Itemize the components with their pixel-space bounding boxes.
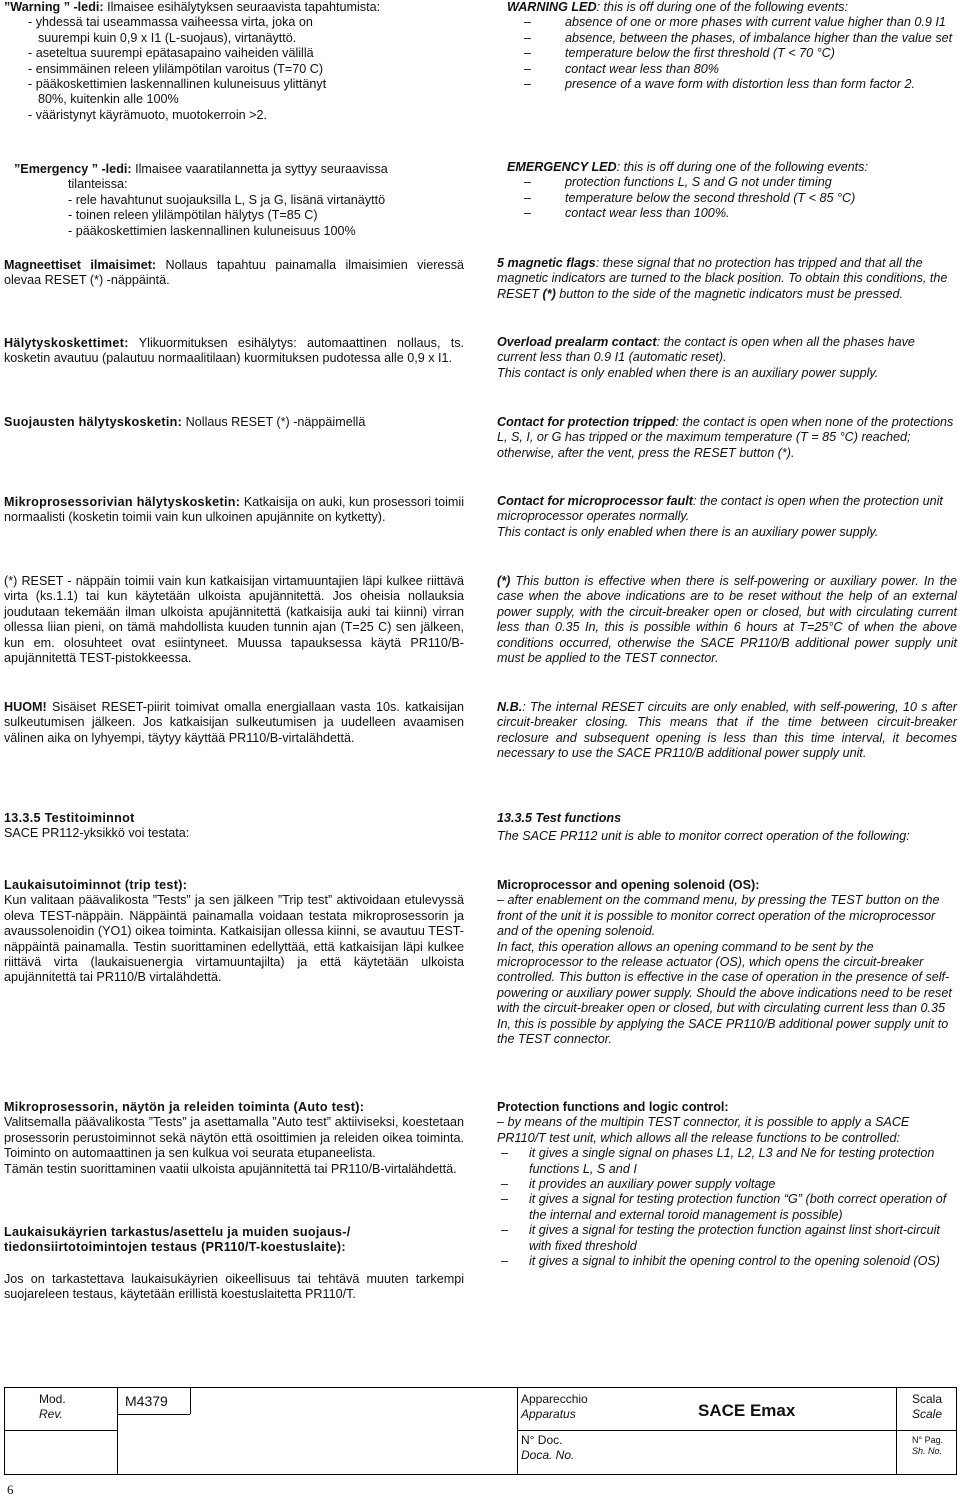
nb-note-en — [497, 700, 957, 762]
list-item: 80%, kuitenkin alle 100% — [38, 92, 179, 107]
magnetic-text-fi: Nollaus tapahtuu painamalla ilmaisimien vieressä olevaa RESET (*) -näppäintä. — [4, 258, 464, 288]
auto-test-fi — [4, 1100, 464, 1177]
page-number: 6 — [7, 1482, 14, 1497]
emergency-intro2-fi: tilanteissa: — [68, 177, 128, 192]
list-item: – it provides an auxiliary power supply voltage — [501, 1177, 776, 1192]
micro-solenoid-en — [497, 878, 957, 1047]
micro-solenoid-text: In fact, this operation allows an opening command to be sent by the microprocessor to the release actuator (OS), which opens the circuit-breaker controlled. This button is effective in the case of operation in the presence of self-powering or auxiliary power supply. Should the above indications need to be reset with the circuit-breaker open or closed, but with circulating current less than 0.35 In, this is possible by applying the SACE PR110/B additional power supply unit to the TEST connector. — [497, 939, 952, 1047]
warning-label-en: WARNING LED — [507, 0, 597, 14]
docano-label: Doca. No. — [521, 1448, 575, 1462]
micro-alarm-text-fi: Katkaisija on auki, kun prosessori toimii normaalisti (kosketin toimii vain kun ulkoinen apujännite on kytketty). — [4, 495, 464, 525]
list-item: - pääkoskettimien laskennallinen kuluneisuus ylittänyt — [28, 77, 327, 92]
reset-star: (*) — [542, 286, 556, 301]
list-item: – it gives a signal for testing the protection function against linst short-circuit with fixed threshold — [501, 1223, 940, 1253]
tripped-label: Contact for protection tripped — [497, 415, 676, 429]
alarm-contacts-text-fi: Ylikuormituksen esihälytys: automaattinen nollaus, ts. kosketin avautuu (palautuu normaalitilaan) kuormituksen pudotessa alle 0,9 x I1. — [4, 336, 464, 366]
emergency-label-fi: ”Emergency ” -ledi: — [14, 162, 132, 176]
magnetic-flags-en — [497, 256, 957, 302]
micro-alarm-fi — [4, 495, 464, 526]
divider — [118, 1414, 190, 1415]
checking-label-fi: Laukaisukäyrien tarkastus/asettelu ja muiden suojaus-/ tiedonsiirtotoimintojen testaus (PR110/T-koestuslaite): — [4, 1225, 351, 1255]
nb-label: N.B. — [497, 700, 523, 714]
overload-text2: This contact is only enabled when there is an auxiliary power supply. — [497, 365, 879, 380]
list-item: - ensimmäinen releen ylilämpötilan varoitus (T=70 C) — [28, 61, 324, 76]
title-block-mod-cell — [5, 1388, 118, 1474]
section-intro-en: The SACE PR112 unit is able to monitor correct operation of the following: — [497, 829, 910, 844]
micro-alarm-label-fi: Mikroprosessorivian hälytyskosketin: — [4, 495, 241, 509]
document-code: M4379 — [125, 1393, 168, 1409]
npag-label: N° Pag. — [912, 1435, 944, 1445]
trip-test-fi — [4, 878, 464, 986]
list-item: - pääkoskettimien laskennallinen kuluneisuus 100% — [68, 223, 356, 238]
rev-label: Rev. — [39, 1407, 63, 1421]
reset-note-text-en: This button is effective when there is self-powering or auxiliary power. In the case when the above indications are to be reset without the help of an external power supply, with the circuit-breaker open or closed, but with circulating current less than 0.35 In, this is possible within 6 hours at T=25°C of when the above conditions occurred, otherwise the SACE PR110/B additional power supply unit must be applied to the TEST connector. — [497, 574, 958, 666]
reset-note-star: (*) — [497, 574, 511, 588]
divider — [896, 1388, 897, 1474]
micro-solenoid-label: Microprocessor and opening solenoid (OS): — [497, 878, 760, 892]
divider — [5, 1430, 118, 1431]
auto-test-text2: Tämän testin suorittaminen vaatii ulkoista apujännitettä tai PR110/B-virtalähdettä. — [4, 1161, 457, 1176]
list-item: – temperature below the second threshold (T < 85 °C) — [524, 190, 856, 205]
protection-alarm-fi — [4, 415, 464, 430]
section-header-en — [497, 811, 957, 845]
magnetic-indicators-fi — [4, 258, 464, 289]
list-item: - vääristynyt käyrämuoto, muotokerroin >2. — [28, 107, 268, 122]
apparecchio-label: Apparecchio — [521, 1392, 588, 1406]
divider — [518, 1430, 896, 1431]
alarm-contacts-label-fi: Hälytyskoskettimet: — [4, 336, 129, 350]
micro-fault-text: : the contact is open when the protection unit microprocessor operates normally. — [497, 494, 943, 524]
list-item: – it gives a signal to inhibit the opening control to the opening solenoid (OS) — [501, 1254, 940, 1269]
trip-test-text: Kun valitaan päävalikosta ”Tests” ja sen jälkeen ”Trip test” aktivoidaan etulevyssä oleva TEST-näppäin. Näppäintä painamalla voidaan testata mikroprosessorin ja avaussolenoidin (YO1) oikea toiminta. Katkaisijan ollessa kiinni, se avautuu TEST- näppäintä painamalla. Testin suorittaminen edellyttää, että katkaisijan läpi kulkee riittävä virta (laukaisuenergia virtamuuntajilta) ja että käytetään ulkoista apujännitettä tai PR110/B virtalähdettä. — [4, 893, 464, 985]
magnetic-label-en: 5 magnetic flags — [497, 256, 596, 270]
divider — [190, 1388, 191, 1414]
ndoc-label: N° Doc. — [521, 1433, 563, 1447]
overload-label: Overload prealarm contact — [497, 335, 657, 349]
protection-logic-en — [497, 1100, 957, 1269]
huom-label: HUOM! — [4, 700, 47, 714]
list-item: – by means of the multipin TEST connector, it is possible to apply a SACE PR110/T test unit, which allows all the release functions to be controlled: — [497, 1115, 910, 1145]
protection-alarm-label-fi: Suojausten hälytyskosketin: — [4, 415, 183, 429]
checking-fi — [4, 1225, 464, 1303]
overload-prealarm-en — [497, 335, 957, 381]
title-block-code-cell — [118, 1388, 518, 1474]
emergency-led-fi — [4, 162, 464, 239]
apparatus-label: Apparatus — [521, 1407, 576, 1421]
list-item: – protection functions L, S and G not under timing — [524, 175, 832, 190]
magnetic-text2-en: button to the side of the magnetic indicators must be pressed. — [559, 286, 904, 301]
list-item: - aseteltua suurempi epätasapaino vaiheiden välillä — [28, 46, 314, 61]
divider — [896, 1430, 956, 1431]
protection-logic-label: Protection functions and logic control: — [497, 1100, 729, 1114]
checking-text-fi: Jos on tarkastettava laukaisukäyrien oikeellisuus tai tehtävä muuten tarkempi suojareleen testaus, käytetään erillistä koestuslaitetta PR110/T. — [4, 1271, 464, 1302]
warning-led-fi — [4, 0, 464, 123]
emergency-intro-en: : this is off during one of the following events: — [616, 160, 868, 174]
list-item: - yhdessä tai useammassa vaiheessa virta, joka on — [28, 15, 313, 30]
emergency-intro-fi: Ilmaisee vaaratilannetta ja syttyy seuraavissa — [135, 162, 388, 176]
shno-label: Sh. No. — [912, 1446, 943, 1456]
mod-label: Mod. — [39, 1392, 66, 1406]
section-intro-fi: SACE PR112-yksikkö voi testata: — [4, 826, 190, 841]
micro-fault-en — [497, 494, 957, 540]
list-item: – absence, between the phases, of imbalance higher than the value set — [524, 30, 953, 45]
emergency-led-en — [497, 160, 957, 222]
protection-tripped-en — [497, 415, 957, 461]
tripped-text: : the contact is open when none of the protections L, S, I, or G has tripped or the maximum temperature (T = 85 °C) reached; otherwise, after the vent, press the RESET button (*). — [497, 415, 954, 460]
warning-intro-fi: Ilmaisee esihälytyksen seuraavista tapahtumista: — [107, 0, 381, 14]
list-item: - toinen releen ylilämpötilan hälytys (T=85 C) — [68, 208, 318, 223]
warning-led-en — [497, 0, 957, 92]
emergency-label-en: EMERGENCY LED — [507, 160, 617, 174]
huom-text: Sisäiset RESET-piirit toimivat omalla energiallaan vasta 10s. katkaisijan sulkeutumisen jälkeen. Jos katkaisijan sulkeutumisen ja uudelleen avaamisen välinen aika on lyhyempi, täytyy käyttää PR110/B-virtalähdettä. — [4, 700, 464, 745]
auto-test-label: Mikroprosessorin, näytön ja releiden toiminta (Auto test): — [4, 1100, 365, 1114]
nb-text: : The internal RESET circuits are only enabled, with self-powering, 10 s after circuit-breaker closing. This means that if the time between circuit-breaker reclosure and subsequent opening is less than this time interval, it becomes necessary to use the SACE PR110/B additional power supply unit. — [497, 700, 957, 761]
list-item: – contact wear less than 100%. — [524, 206, 730, 221]
title-block — [4, 1387, 957, 1475]
magnetic-text-en: : these signal that no protection has tripped and that all the magnetic indicators are turned to the black position. To obtain this conditions, the RESET — [497, 256, 948, 301]
micro-fault-label: Contact for microprocessor fault — [497, 494, 693, 508]
list-item: – presence of a wave form with distortion less than form factor 2. — [524, 77, 915, 92]
protection-alarm-text-fi: Nollaus RESET (*) -näppäimellä — [185, 415, 366, 429]
product-name: SACE Emax — [698, 1401, 796, 1420]
list-item: – it gives a single signal on phases L1, L2, L3 and Ne for testing protection functions L, S and I — [501, 1146, 935, 1176]
section-title-fi: 13.3.5 Testitoiminnot — [4, 811, 135, 825]
list-item: – after enablement on the command menu, by pressing the TEST button on the front of the unit it is possible to monitor correct operation of the microprocessor and of the opening solenoid. — [497, 893, 940, 939]
scala-label: Scala — [912, 1392, 943, 1406]
section-title-en: 13.3.5 Test functions — [497, 811, 622, 825]
warning-label-fi: ”Warning ” -ledi: — [4, 0, 104, 14]
list-item: – it gives a signal for testing protection function “G” (both correct operation of the internal and external toroid management is possible) — [501, 1192, 947, 1222]
list-item: – contact wear less than 80% — [524, 61, 720, 76]
alarm-contacts-fi — [4, 336, 464, 367]
section-header-fi — [4, 811, 464, 842]
overload-text: : the contact is open when all the phases have current less than 0.9 I1 (automatic reset). — [497, 335, 915, 365]
trip-test-label: Laukaisutoiminnot (trip test): — [4, 878, 188, 892]
magnetic-label-fi: Magneettiset ilmaisimet: — [4, 258, 157, 272]
scale-label: Scale — [912, 1407, 943, 1421]
auto-test-text: Valitsemalla päävalikosta ”Tests” ja asettamalla ”Auto test” aktiiviseksi, koestetaan prosessorin perustoiminnot sekä näytön että osoittimien ja releiden oikea toiminta. Toiminto on automaattinen ja sen kulkua voi seurata etupaneelista. — [4, 1115, 464, 1161]
list-item: suurempi kuin 0,9 x I1 (L-suojaus), virtanäyttö. — [38, 30, 297, 45]
reset-note-text-fi: (*) RESET - näppäin toimii vain kun katkaisijan virtamuuntajien läpi kulkee riittävä virta (ks.1.1) tai kun käytetään ulkoista apujännitettä. Jos oheisia nollauksia joudutaan tekemään ilman ulkoista apujännitettä (katkaisija auki tai kiinni) virran ollessa liian pieni, on tämä mahdollista kuuden tunnin ajan (T=25 C) sen jälkeen, kun em. olosuhteet ovat esiintyneet. Muussa tapauksessa käytä PR110/B-apujännitettä TEST-pistokkeessa. — [4, 574, 464, 666]
huom-note-fi — [4, 700, 464, 746]
micro-fault-text2: This contact is only enabled when there is an auxiliary power supply. — [497, 524, 879, 539]
reset-note-en — [497, 574, 957, 666]
list-item: – temperature below the first threshold (T < 70 °C) — [524, 46, 835, 61]
list-item: - rele havahtunut suojauksilla L, S ja G, lisänä virtanäyttö — [68, 192, 386, 207]
warning-intro-en: : this is off during one of the following events: — [596, 0, 848, 14]
list-item: – absence of one or more phases with current value higher than 0.9 I1 — [524, 15, 946, 30]
reset-note-fi — [4, 574, 464, 666]
